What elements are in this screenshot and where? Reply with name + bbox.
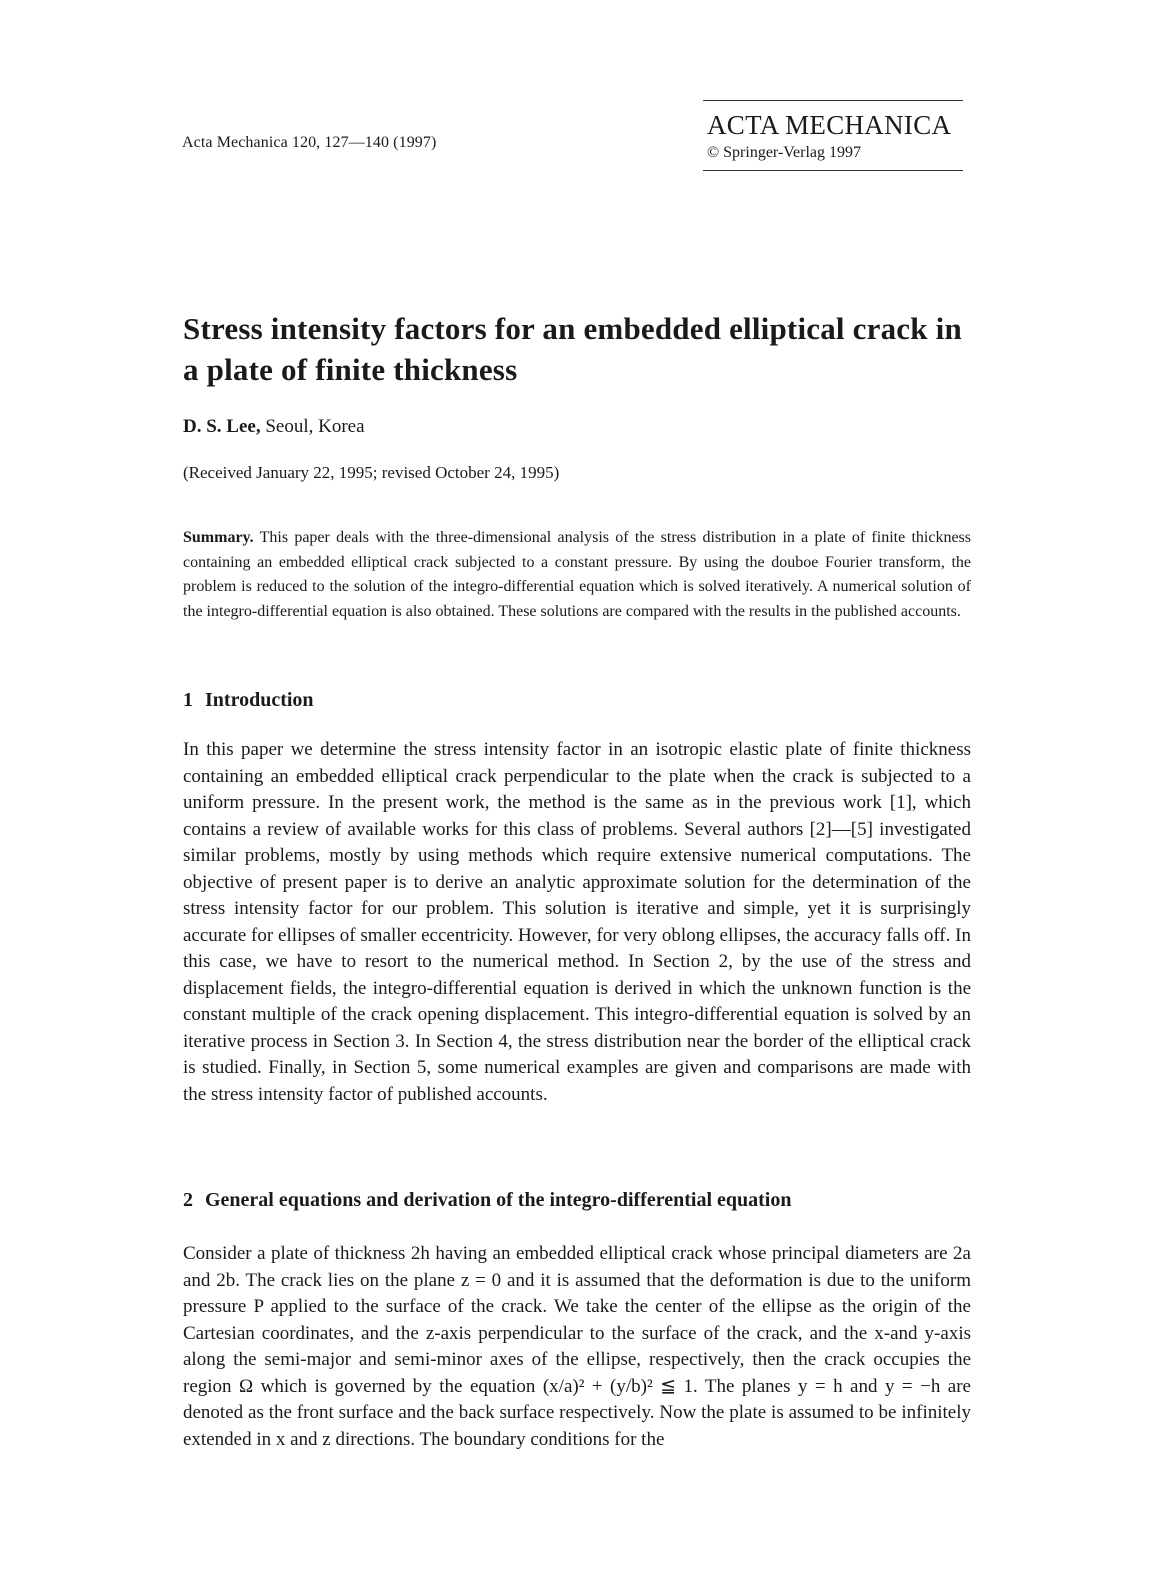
paper-title: Stress intensity factors for an embedded elliptical crack in a plate of finite thickness <box>183 311 962 387</box>
introduction-paragraph <box>183 737 971 1108</box>
general-equations-text: Consider a plate of thickness 2h having an embedded elliptical crack whose principal diameters are 2a and 2b. The crack lies on the plane z = 0 and it is assumed that the deformation is due to the uniform pressure P applied to the surface of the crack. We take the center of the ellipse as the origin of the Cartesian coordinates, and the z-axis perpendicular to the surface of the crack, and the x-and y-axis along the semi-major and semi-minor axes of the ellipse, respectively, then the crack occupies the region Ω which is governed by the equation (x/a)² + (y/b)² ≦ 1. The planes y = h and y = −h are denoted as the front surface and the back surface respectively. Now the plate is assumed to be infinitely extended in x and z directions. The boundary conditions for the <box>183 1243 971 1450</box>
author-location: Seoul, Korea <box>265 416 365 437</box>
section-heading-general-equations <box>183 1189 791 1212</box>
summary-label: Summary. <box>183 529 254 546</box>
journal-copyright: © Springer-Verlag 1997 <box>707 144 862 161</box>
section-title: General equations and derivation of the integro-differential equation <box>205 1189 792 1211</box>
author-line <box>183 416 365 438</box>
journal-citation: Acta Mechanica 120, 127—140 (1997) <box>182 134 437 151</box>
summary-paragraph <box>183 526 971 624</box>
summary-text: This paper deals with the three-dimensional analysis of the stress distribution in a plate of finite thickness containing an embedded elliptical crack subjected to a constant pressure. By using the douboe Fourier transform, the problem is reduced to the solution of the integro-differential equation which is solved iteratively. A numerical solution of the integro-differential equation is also obtained. These solutions are compared with the results in the published accounts. <box>183 529 971 620</box>
section-title: Introduction <box>205 689 314 711</box>
section-number: 2 <box>183 1189 193 1211</box>
masthead-top-rule <box>703 100 963 101</box>
masthead-bottom-rule <box>703 170 963 171</box>
general-equations-paragraph <box>183 1241 971 1453</box>
received-dates: (Received January 22, 1995; revised October 24, 1995) <box>183 463 560 482</box>
author-name: D. S. Lee, <box>183 416 261 437</box>
section-number: 1 <box>183 689 193 711</box>
journal-name: ACTA MECHANICA <box>707 110 952 140</box>
journal-masthead <box>703 100 963 171</box>
section-heading-introduction <box>183 689 314 712</box>
introduction-text: In this paper we determine the stress intensity factor in an isotropic elastic plate of finite thickness containing an embedded elliptical crack perpendicular to the plate when the crack is subjected to a uniform pressure. In the present work, the method is the same as in the previous work [1], which contains a review of available works for this class of problems. Several authors [2]—[5] investigated similar problems, mostly by using methods which require extensive numerical computations. The objective of present paper is to derive an analytic approximate solution for the determination of the stress intensity factor for our problem. This solution is iterative and simple, yet it is surprisingly accurate for ellipses of smaller eccentricity. However, for very oblong ellipses, the accuracy falls off. In this case, we have to resort to the numerical method. In Section 2, by the use of the stress and displacement fields, the integro-differential equation is derived in which the unknown function is the constant multiple of the crack opening displacement. This integro-differential equation is solved by an iterative process in Section 3. In Section 4, the stress distribution near the border of the elliptical crack is studied. Finally, in Section 5, some numerical examples are given and comparisons are made with the stress intensity factor of published accounts. <box>183 739 971 1105</box>
